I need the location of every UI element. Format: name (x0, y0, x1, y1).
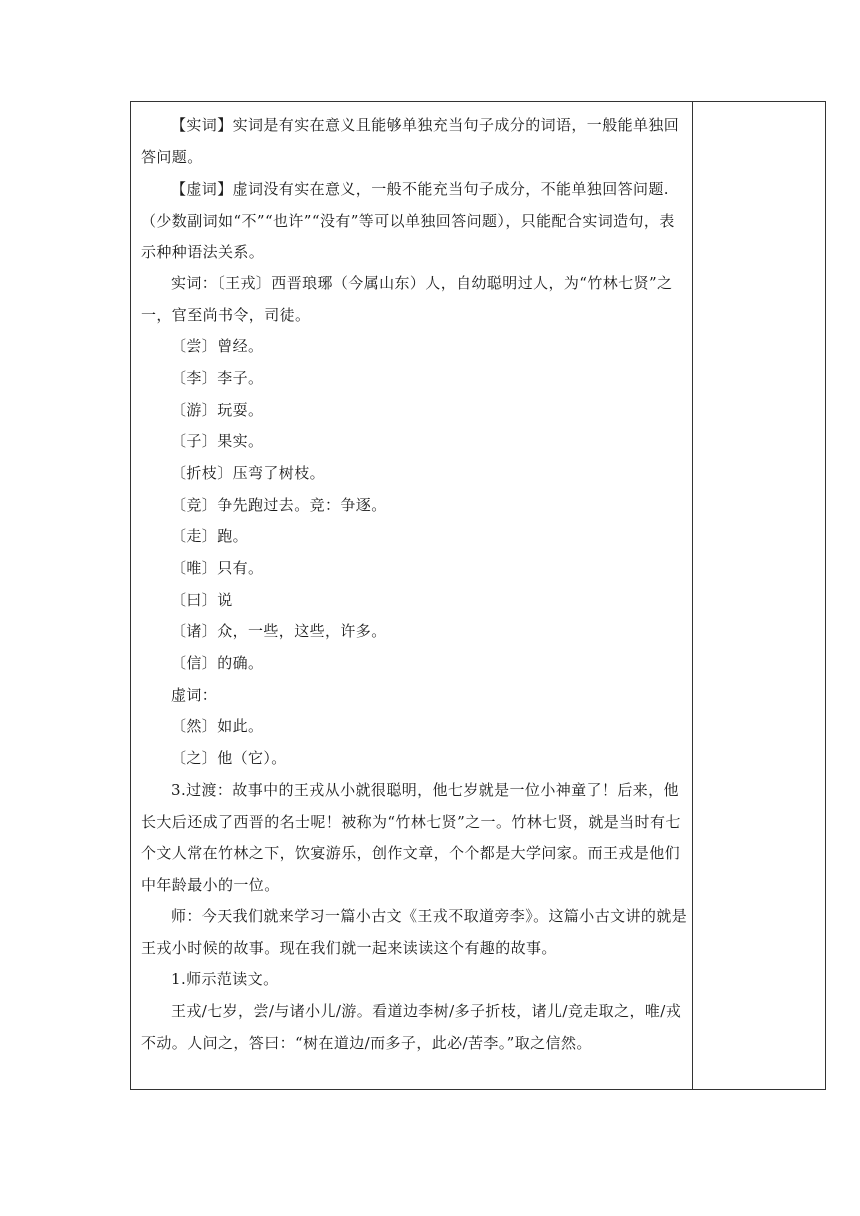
gloss-zhezhi: 〔折枝〕压弯了树枝。 (171, 464, 326, 482)
gloss-zhu: 〔诸〕众，一些，这些，许多。 (171, 622, 387, 640)
gloss-chang: 〔尝〕曾经。 (171, 337, 264, 355)
paragraph-teacher-intro: 师：今天我们就来学习一篇小古文《王戎不取道旁李》。这篇小古文讲的就是王戎小时候的故事。现在我们就一起来读读这个有趣的故事。 (141, 907, 688, 957)
paragraph-shici-wangrong: 实词：〔王戎〕西晋琅琊（今属山东）人，自幼聪明过人，为“竹林七贤”之一，官至尚书令，司徒。 (141, 274, 673, 324)
lesson-table (130, 101, 826, 1090)
gloss-zhi: 〔之〕他（它）。 (171, 749, 287, 767)
paragraph-reading-text: 王戎/七岁，尝/与诸小儿/游。看道边李树/多子折枝，诸儿/竞走取之，唯/戎不动。人问之，答曰：“树在道边/而多子，此必/苦李。”取之信然。 (141, 1002, 682, 1052)
gloss-yue: 〔曰〕说 (171, 591, 233, 609)
paragraph-xuci-definition: 【虚词】虚词没有实在意义，一般不能充当句子成分，不能单独回答问题.（少数副词如“不”“也许”“没有”等可以单独回答问题），只能配合实词造句，表示种种语法关系。 (141, 180, 675, 261)
paragraph-transition: 3.过渡：故事中的王戎从小就很聪明，他七岁就是一位小神童了！后来，他长大后还成了西晋的名士呢！被称为“竹林七贤”之一。竹林七贤，就是当时有七个文人常在竹林之下，饮宴游乐，创作文章，个个都是大学问家。而王戎是他们中年龄最小的一位。 (141, 781, 681, 894)
step-model-reading: 1.师示范读文。 (171, 970, 279, 988)
gloss-zi: 〔子〕果实。 (171, 432, 264, 450)
content-cell (131, 102, 692, 1089)
gloss-ran: 〔然〕如此。 (171, 717, 264, 735)
paragraph-shici-definition: 【实词】实词是有实在意义且能够单独充当句子成分的词语，一般能单独回答问题。 (141, 116, 680, 166)
gloss-you: 〔游〕玩耍。 (171, 401, 264, 419)
gloss-wei: 〔唯〕只有。 (171, 559, 264, 577)
notes-cell (693, 102, 825, 1089)
gloss-jing: 〔竞〕争先跑过去。竞：争逐。 (171, 496, 387, 514)
gloss-zou: 〔走〕跑。 (171, 527, 249, 545)
heading-xuci: 虚词： (171, 686, 218, 704)
gloss-xin: 〔信〕的确。 (171, 654, 264, 672)
gloss-li: 〔李〕李子。 (171, 369, 264, 387)
